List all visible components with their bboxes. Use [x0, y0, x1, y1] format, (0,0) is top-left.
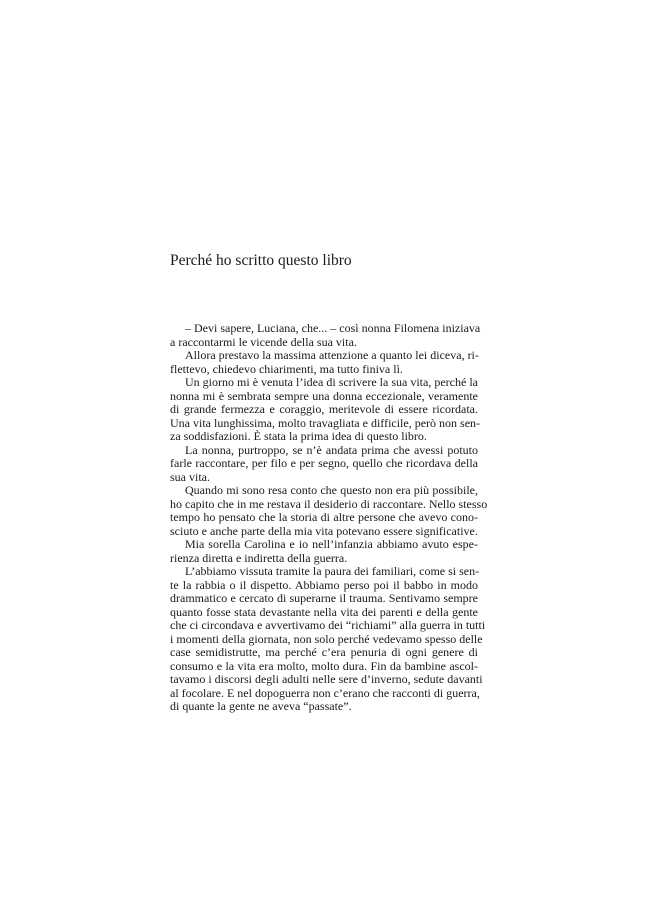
- text-line: Una vita lunghissima, molto travagliata e difficile, però non sen-: [170, 415, 481, 430]
- text-line: tempo ho pensato che la storia di altre persone che avevo cono-: [170, 510, 478, 524]
- text-line: nonna mi è sembrata sempre una donna eccezionale, veramente: [170, 388, 478, 403]
- text-line: L’abbiamo vissuta tramite la paura dei familiari, come si sen-: [185, 564, 480, 578]
- text-line: quanto fosse stata devastante nella vita dei parenti e della gente: [170, 604, 478, 619]
- text-line: a raccontarmi le vicende della sua vita.: [170, 334, 357, 349]
- text-line: Un giorno mi è venuta l’idea di scrivere la sua vita, perché la: [185, 375, 478, 389]
- text-line: flettevo, chiedevo chiarimenti, ma tutto finiva lì.: [170, 361, 403, 376]
- chapter-title: Perché ho scritto questo libro: [170, 252, 352, 269]
- text-line: za soddisfazioni. È stata la prima idea di questo libro.: [170, 429, 427, 443]
- text-line: tavamo i discorsi degli adulti nelle sere d’inverno, sedute davanti: [170, 672, 483, 686]
- text-line: ho capito che in me restava il desiderio di raccontare. Nello stesso: [170, 496, 488, 511]
- text-line: farle raccontare, per filo e per segno, quello che ricordava della: [170, 456, 478, 470]
- text-line: sciuto e anche parte della mia vita potevano essere significative.: [170, 523, 478, 538]
- text-line: consumo e la vita era molto, molto dura. Fin da bambine ascol-: [170, 658, 478, 673]
- text-line: di grande fermezza e coraggio, meritevole di essere ricordata.: [170, 402, 478, 416]
- text-line: rienza diretta e indiretta della guerra.: [170, 550, 348, 565]
- body-text: [170, 321, 488, 714]
- text-line: che ci circondava e avvertivamo dei “richiami” alla guerra in tutti: [170, 618, 486, 632]
- text-line: case semidistrutte, ma perché c’era penuria di ogni genere di: [170, 645, 478, 659]
- text-line: sua vita.: [170, 469, 210, 484]
- text-line: – Devi sapere, Luciana, che... – così nonna Filomena iniziava: [185, 321, 481, 335]
- text-line: te la rabbia o il dispetto. Abbiamo perso poi il babbo in modo: [170, 577, 478, 592]
- text-line: Allora prestavo la massima attenzione a quanto lei diceva, ri-: [185, 348, 479, 362]
- text-line: di quante la gente ne aveva “passate”.: [170, 699, 352, 713]
- text-line: La nonna, purtroppo, se n’è andata prima che avessi potuto: [185, 442, 478, 457]
- text-line: Quando mi sono resa conto che questo non era più possibile,: [185, 483, 478, 497]
- text-line: i momenti della giornata, non solo perché vedevamo spesso delle: [170, 631, 483, 646]
- text-line: Mia sorella Carolina e io nell’infanzia abbiamo avuto espe-: [185, 537, 478, 551]
- text-line: drammatico e cercato di superarne il trauma. Sentivamo sempre: [170, 591, 478, 605]
- text-line: al focolare. E nel dopoguerra non c’erano che racconti di guerra,: [170, 685, 480, 700]
